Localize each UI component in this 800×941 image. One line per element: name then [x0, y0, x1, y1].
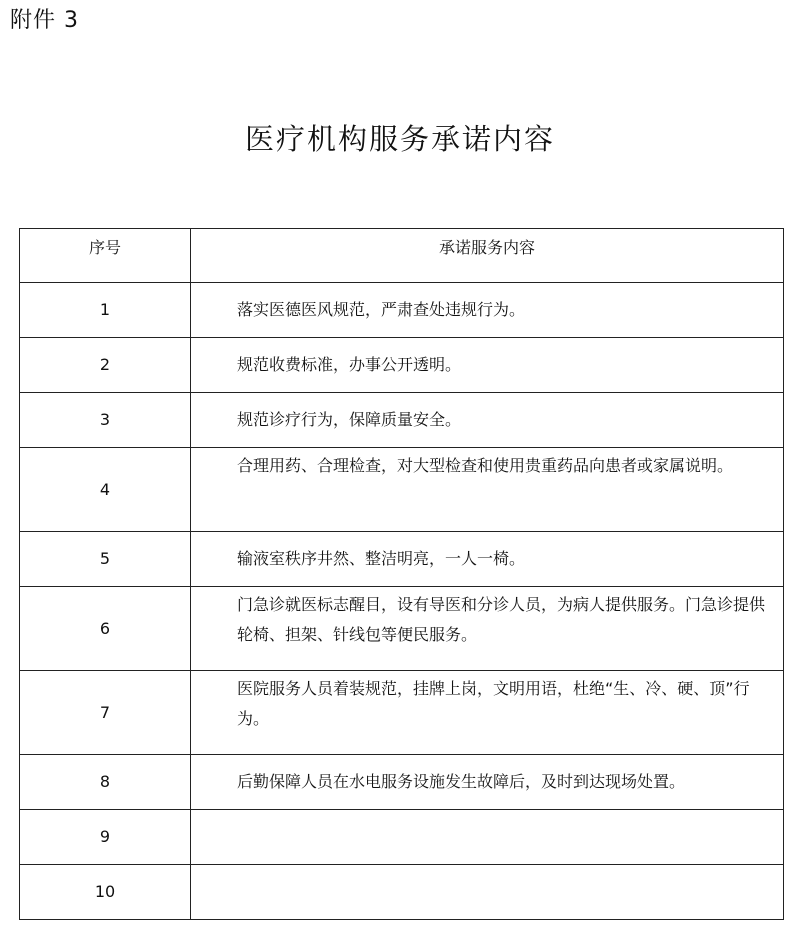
- table-row: [20, 532, 784, 587]
- table-row: [20, 865, 784, 920]
- row-content: 医院服务人员着装规范，挂牌上岗，文明用语，杜绝“生、冷、硬、顶”行为。: [191, 671, 784, 755]
- table-row: [20, 587, 784, 671]
- column-header-content: 承诺服务内容: [191, 229, 784, 283]
- row-seq: 2: [20, 338, 191, 393]
- row-seq: 3: [20, 393, 191, 448]
- row-seq: 10: [20, 865, 191, 920]
- page-title: 医疗机构服务承诺内容: [244, 122, 555, 156]
- row-content: [191, 810, 784, 865]
- row-content: 规范收费标准，办事公开透明。: [191, 338, 784, 393]
- row-content: 后勤保障人员在水电服务设施发生故障后，及时到达现场处置。: [191, 755, 784, 810]
- row-seq: 8: [20, 755, 191, 810]
- row-content: 合理用药、合理检查，对大型检查和使用贵重药品向患者或家属说明。: [191, 448, 784, 532]
- row-seq: 4: [20, 448, 191, 532]
- commitment-table: [19, 228, 784, 920]
- row-seq: 9: [20, 810, 191, 865]
- row-seq: 7: [20, 671, 191, 755]
- row-seq: 1: [20, 283, 191, 338]
- table-header-row: [20, 229, 784, 283]
- table-row: [20, 283, 784, 338]
- row-content: 门急诊就医标志醒目，设有导医和分诊人员，为病人提供服务。门急诊提供轮椅、担架、针线包等便民服务。: [191, 587, 784, 671]
- row-content: 规范诊疗行为，保障质量安全。: [191, 393, 784, 448]
- table-row: [20, 393, 784, 448]
- row-content: 输液室秩序井然、整洁明亮，一人一椅。: [191, 532, 784, 587]
- column-header-seq: 序号: [20, 229, 191, 283]
- row-content: [191, 865, 784, 920]
- table-row: [20, 671, 784, 755]
- row-seq: 6: [20, 587, 191, 671]
- table-row: [20, 755, 784, 810]
- table-row: [20, 448, 784, 532]
- table-row: [20, 338, 784, 393]
- row-seq: 5: [20, 532, 191, 587]
- attachment-label: 附件 3: [10, 8, 79, 33]
- row-content: 落实医德医风规范，严肃查处违规行为。: [191, 283, 784, 338]
- table-row: [20, 810, 784, 865]
